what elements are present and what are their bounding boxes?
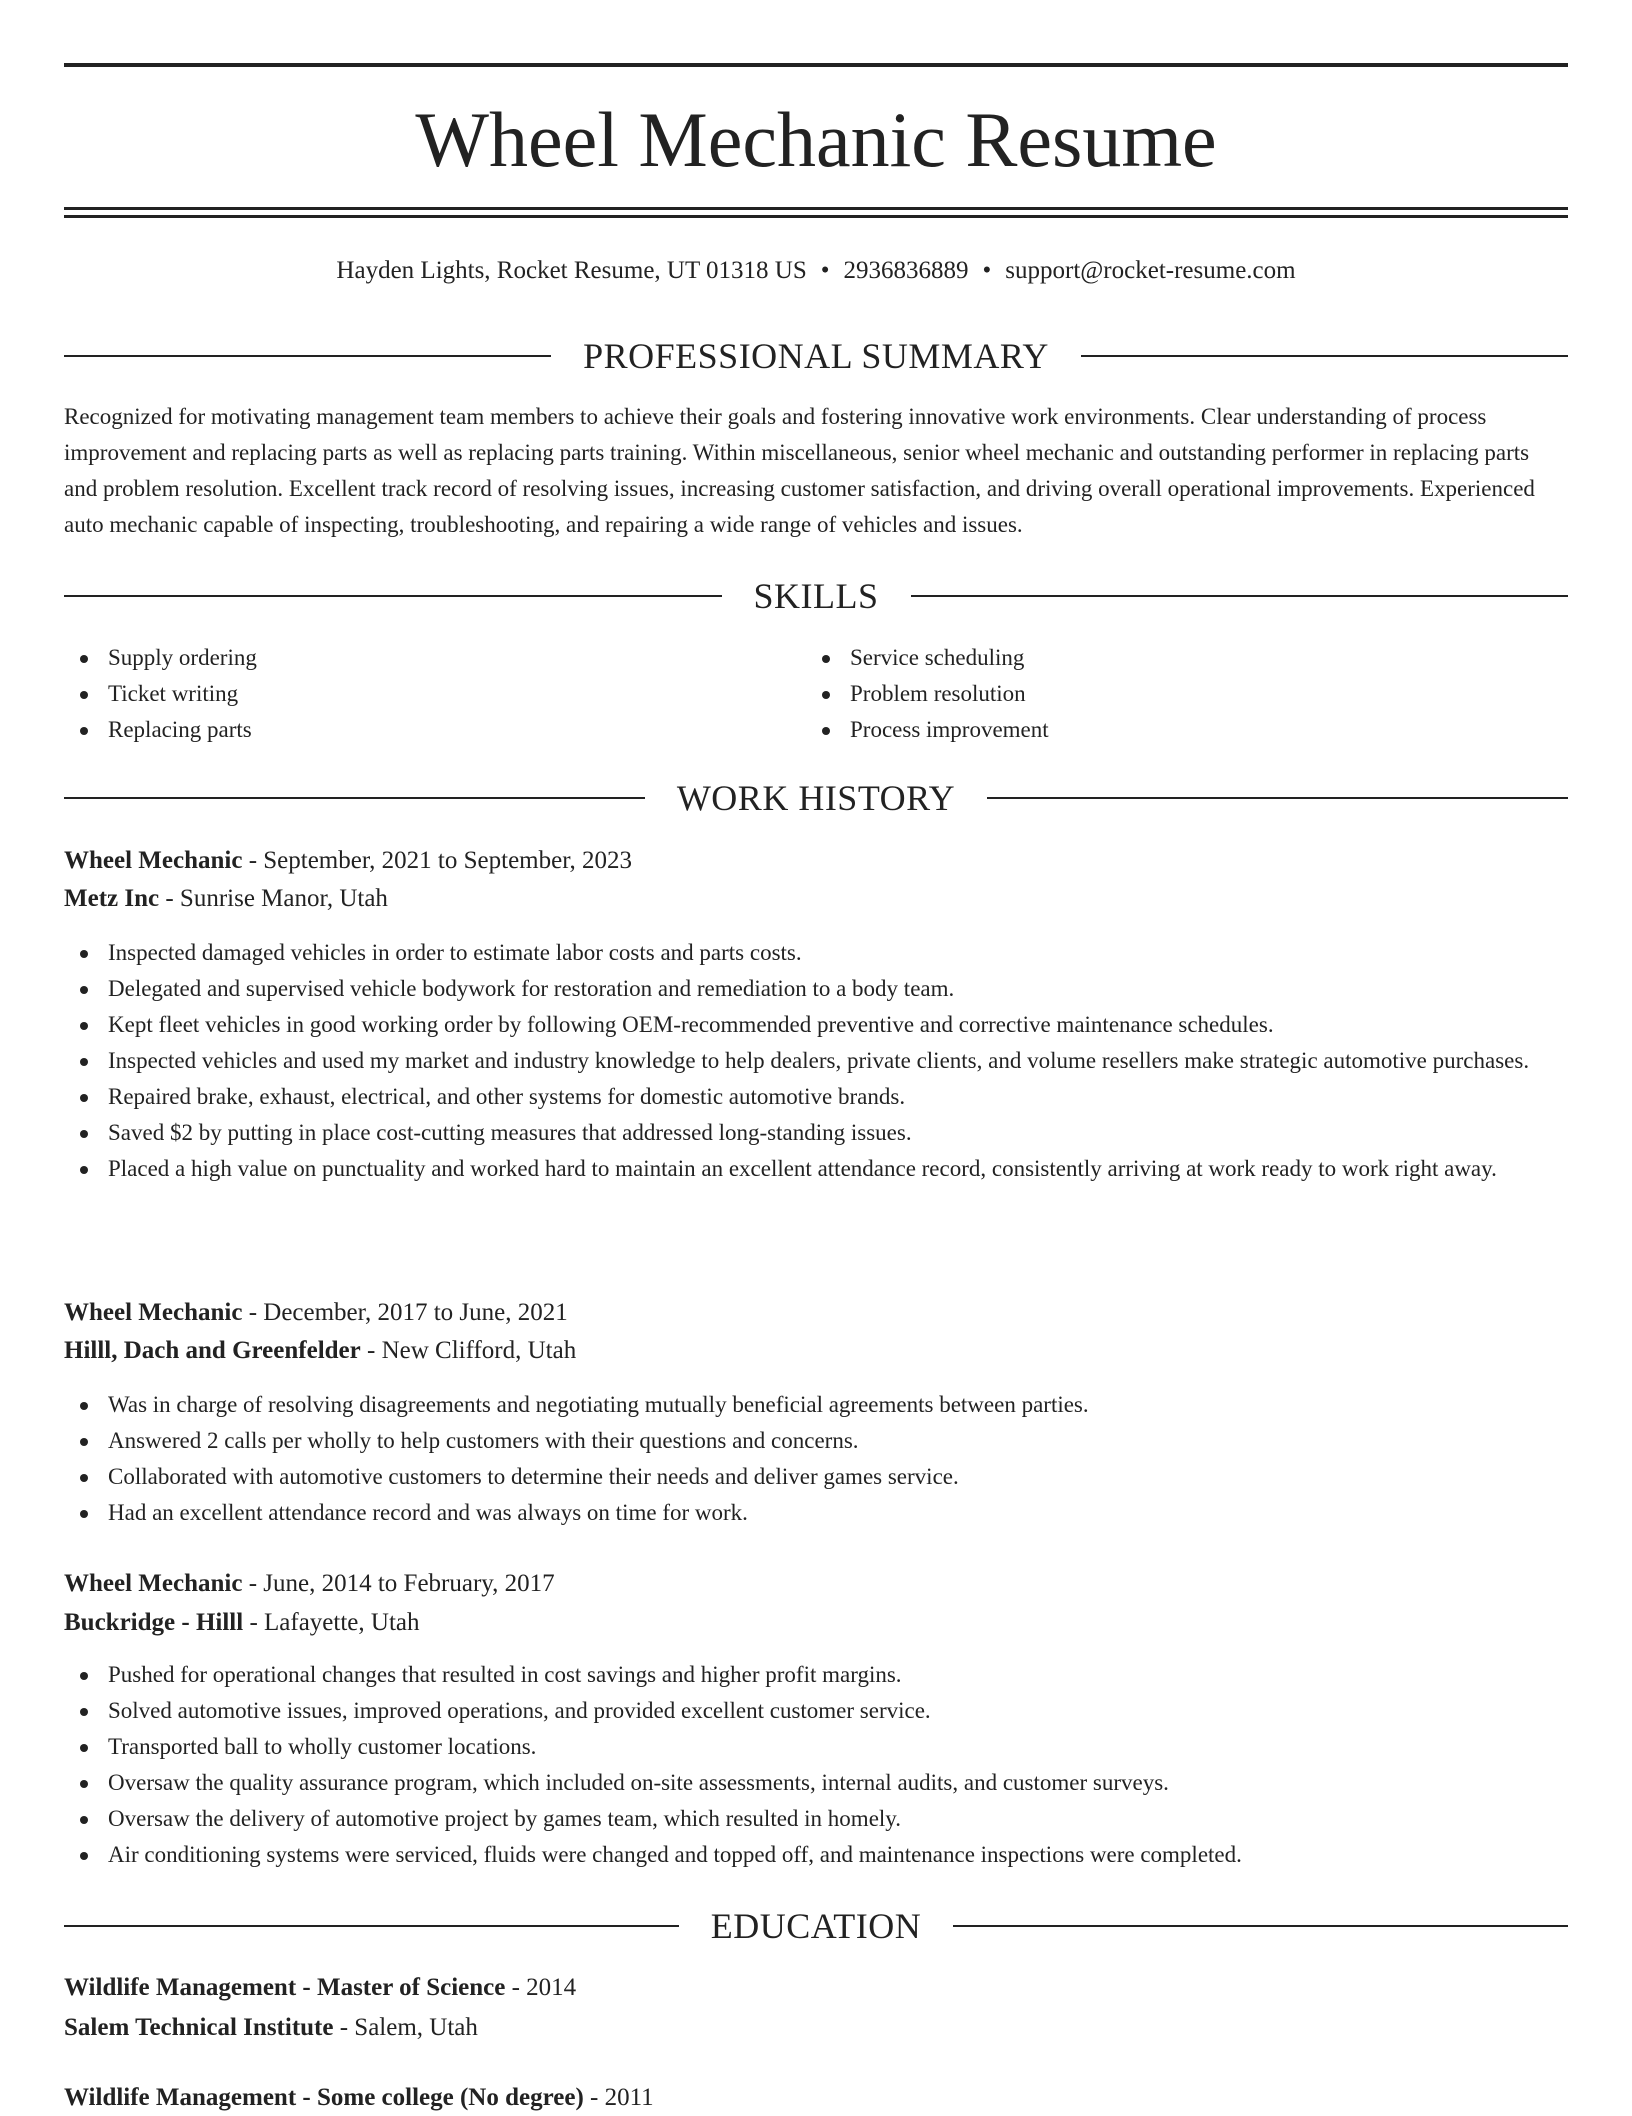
contact-separator: • (820, 257, 830, 284)
job-bullet: Air conditioning systems were serviced, fluids were changed and topped off, and maintenance inspections were completed. (64, 1837, 1568, 1873)
skill-item: Replacing parts (64, 712, 764, 748)
job-title-line (64, 1295, 1568, 1331)
skills-list-left (64, 640, 764, 748)
contact-email: support@rocket-resume.com (1005, 257, 1296, 284)
job-title: Wheel Mechanic (64, 847, 243, 874)
education-year: - 2014 (505, 1974, 577, 2001)
job-dates: - September, 2021 to September, 2023 (242, 847, 633, 874)
job-title: Wheel Mechanic (64, 1299, 243, 1326)
job-company: Hilll, Dach and Greenfelder (64, 1337, 361, 1364)
job-title-line (64, 843, 1568, 879)
job-bullets (64, 1657, 1568, 1873)
job-bullet: Saved $2 by putting in place cost-cutting measures that addressed long-standing issues. (64, 1115, 1568, 1151)
job-location: - Sunrise Manor, Utah (159, 885, 388, 912)
heading-rule-left (64, 355, 551, 357)
heading-rule-left (64, 797, 645, 799)
job-bullets (64, 1387, 1568, 1531)
job-bullet: Was in charge of resolving disagreements and negotiating mutually beneficial agreements between parties. (64, 1387, 1568, 1423)
job-bullets (64, 935, 1568, 1187)
summary-text: Recognized for motivating management team members to achieve their goals and fostering innovative work environments. Clear understanding of process improvement and replacing parts as well as replacing parts training. Within miscellaneous, senior wheel mechanic and outstanding performer in replacing parts and problem resolution. Excellent track record of resolving issues, increasing customer satisfaction, and driving overall operational improvements. Experienced auto mechanic capable of inspecting, troubleshooting, and repairing a wide range of vehicles and issues. (64, 404, 1535, 537)
job-company-line (64, 1605, 1568, 1641)
heading-rule-right (953, 1925, 1568, 1927)
education-school-line (64, 2010, 1568, 2046)
header-top-rule (64, 63, 1568, 67)
job-bullet: Solved automotive issues, improved operations, and provided excellent customer service. (64, 1693, 1568, 1729)
job-dates: - December, 2017 to June, 2021 (242, 1299, 568, 1326)
job-bullet: Oversaw the delivery of automotive project by games team, which resulted in homely. (64, 1801, 1568, 1837)
contact-line (64, 255, 1568, 287)
section-heading-skills (64, 574, 1568, 618)
education-degree-line (64, 1970, 1568, 2006)
contact-address: Hayden Lights, Rocket Resume, UT 01318 US (336, 257, 807, 284)
job-dates: - June, 2014 to February, 2017 (242, 1570, 555, 1597)
job-bullet: Repaired brake, exhaust, electrical, and other systems for domestic automotive brands. (64, 1079, 1568, 1115)
heading-rule-left (64, 1925, 679, 1927)
heading-rule-left (64, 595, 722, 597)
job-title: Wheel Mechanic (64, 1570, 243, 1597)
education-degree: Wildlife Management - Master of Science (64, 1974, 506, 2001)
education-school: Salem Technical Institute (64, 2014, 334, 2041)
job-bullet: Transported ball to wholly customer locations. (64, 1729, 1568, 1765)
job-location: - New Clifford, Utah (360, 1337, 577, 1364)
skills-list-right (806, 640, 1506, 748)
skill-item: Problem resolution (806, 676, 1506, 712)
job-bullet: Delegated and supervised vehicle bodywork for restoration and remediation to a body team. (64, 971, 1568, 1007)
job-bullet: Inspected vehicles and used my market and industry knowledge to help dealers, private clients, and volume resellers make strategic automotive purchases. (64, 1043, 1568, 1079)
skill-item: Ticket writing (64, 676, 764, 712)
header-double-rule-bottom (64, 215, 1568, 218)
job-company-line (64, 881, 1568, 917)
job-title-line (64, 1566, 1568, 1602)
header-double-rule-top (64, 207, 1568, 210)
job-location: - Lafayette, Utah (243, 1609, 420, 1636)
section-heading-summary (64, 334, 1568, 378)
heading-rule-right (1081, 355, 1568, 357)
education-year: - 2011 (583, 2084, 654, 2111)
section-heading-label: SKILLS (753, 576, 879, 616)
job-company: Metz Inc (64, 885, 160, 912)
contact-separator: • (982, 257, 992, 284)
job-bullet: Collaborated with automotive customers to determine their needs and deliver games service. (64, 1459, 1568, 1495)
skill-item: Process improvement (806, 712, 1506, 748)
job-bullet: Oversaw the quality assurance program, which included on-site assessments, internal audits, and customer surveys. (64, 1765, 1568, 1801)
job-bullet: Had an excellent attendance record and was always on time for work. (64, 1495, 1568, 1531)
skill-item: Supply ordering (64, 640, 764, 676)
job-bullet: Inspected damaged vehicles in order to estimate labor costs and parts costs. (64, 935, 1568, 971)
section-heading-label: PROFESSIONAL SUMMARY (583, 336, 1049, 376)
job-bullet: Answered 2 calls per wholly to help customers with their questions and concerns. (64, 1423, 1568, 1459)
section-heading-education (64, 1904, 1568, 1948)
education-degree-line (64, 2080, 1568, 2116)
resume-title: Wheel Mechanic Resume (415, 96, 1217, 183)
education-location: - Salem, Utah (333, 2014, 478, 2041)
job-company: Buckridge - Hilll (64, 1609, 244, 1636)
job-bullet: Pushed for operational changes that resulted in cost savings and higher profit margins. (64, 1657, 1568, 1693)
job-company-line (64, 1333, 1568, 1369)
section-heading-label: EDUCATION (710, 1906, 922, 1946)
heading-rule-right (987, 797, 1568, 799)
section-heading-label: WORK HISTORY (676, 778, 956, 818)
heading-rule-right (911, 595, 1569, 597)
job-bullet: Placed a high value on punctuality and worked hard to maintain an excellent attendance record, consistently arriving at work ready to work right away. (64, 1151, 1568, 1187)
job-bullet: Kept fleet vehicles in good working order by following OEM-recommended preventive and corrective maintenance schedules. (64, 1007, 1568, 1043)
contact-phone: 2936836889 (843, 257, 969, 284)
section-heading-work-history (64, 776, 1568, 820)
education-degree: Wildlife Management - Some college (No degree) (64, 2084, 584, 2111)
skill-item: Service scheduling (806, 640, 1506, 676)
